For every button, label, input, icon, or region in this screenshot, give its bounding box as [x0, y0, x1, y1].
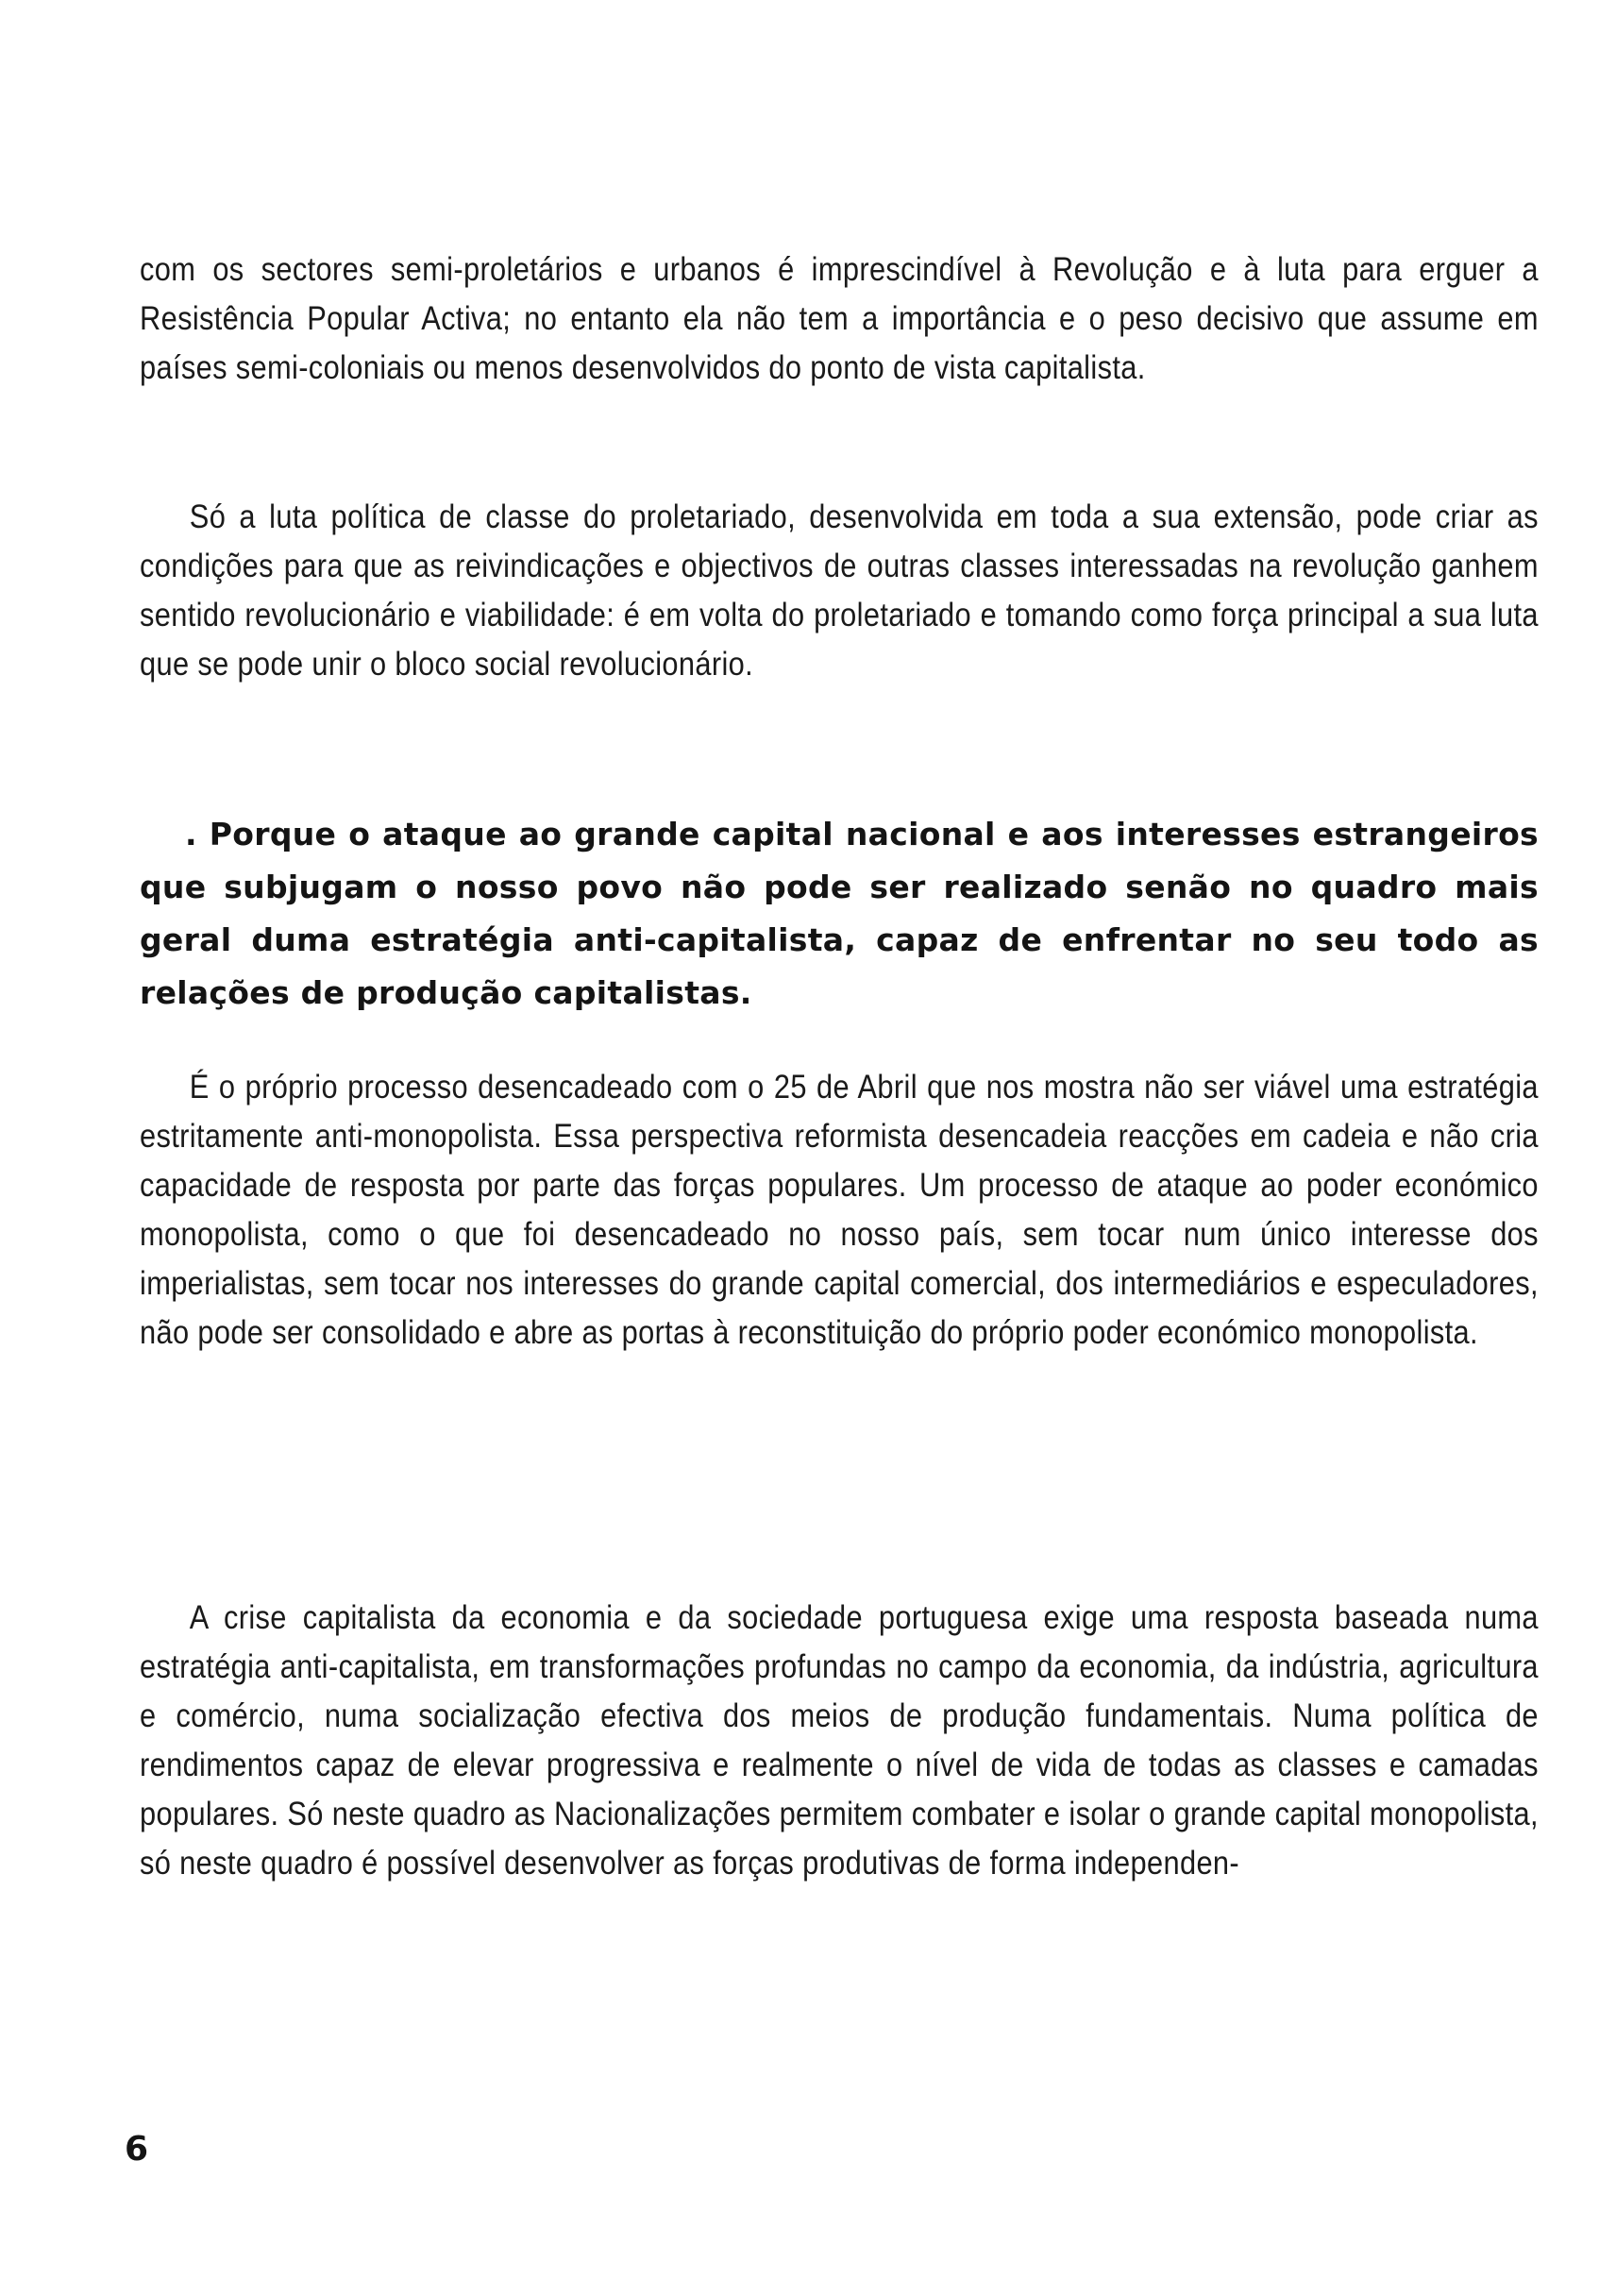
paragraph-2: Só a luta política de classe do proletariado, desenvolvida em toda a sua extensão, pode criar as condições para que as reivindicações e objectivos de outras classes interessadas na revolução ganhem sentido revolucionário e viabilidade: é em volta do proletariado e tomando como força principal a sua luta que se pode unir o bloco social revolucionário.	[140, 498, 1539, 683]
page-number: 6	[125, 2130, 149, 2169]
paragraph-5: A crise capitalista da economia e da sociedade portuguesa exige uma resposta baseada numa estratégia anti-capitalista, em transformações profundas no campo da economia, da indústria, agricultura e comércio, numa socialização efectiva dos meios de produção fundamentais. Numa política de rendimentos capaz de elevar progressiva e realmente o nível de vida de todas as classes e camadas populares. Só neste quadro as Nacionalizações permitem combater e isolar o grande capital monopolista, só neste quadro é possível desenvolver as forças produtivas de forma independen-	[140, 1599, 1539, 1882]
paragraph-1: com os sectores semi-proletários e urbanos é imprescindível à Revolução e à luta para erguer a Resistência Popular Activa; no entanto ela não tem a importância e o peso decisivo que assume em países semi-coloniais ou menos desenvolvidos do ponto de vista capitalista.	[140, 251, 1539, 386]
paragraph-3-bold: . Porque o ataque ao grande capital nacional e aos interesses estrangeiros que subjugam o nosso povo não pode ser realizado senão no quadro mais geral duma estratégia anti-capitalista, capaz de enfrentar no seu todo as relações de produção capitalistas.	[140, 816, 1539, 1011]
paragraph-4: É o próprio processo desencadeado com o 25 de Abril que nos mostra não ser viável uma estratégia estritamente anti-monopolista. Essa perspectiva reformista desencadeia reacções em cadeia e não cria capacidade de resposta por parte das forças populares. Um processo de ataque ao poder económico monopolista, como o que foi desencadeado no nosso país, sem tocar num único interesse dos imperialistas, sem tocar nos interesses do grande capital comercial, dos intermediários e especuladores, não pode ser consolidado e abre as portas à reconstituição do próprio poder económico monopolista.	[140, 1069, 1539, 1351]
